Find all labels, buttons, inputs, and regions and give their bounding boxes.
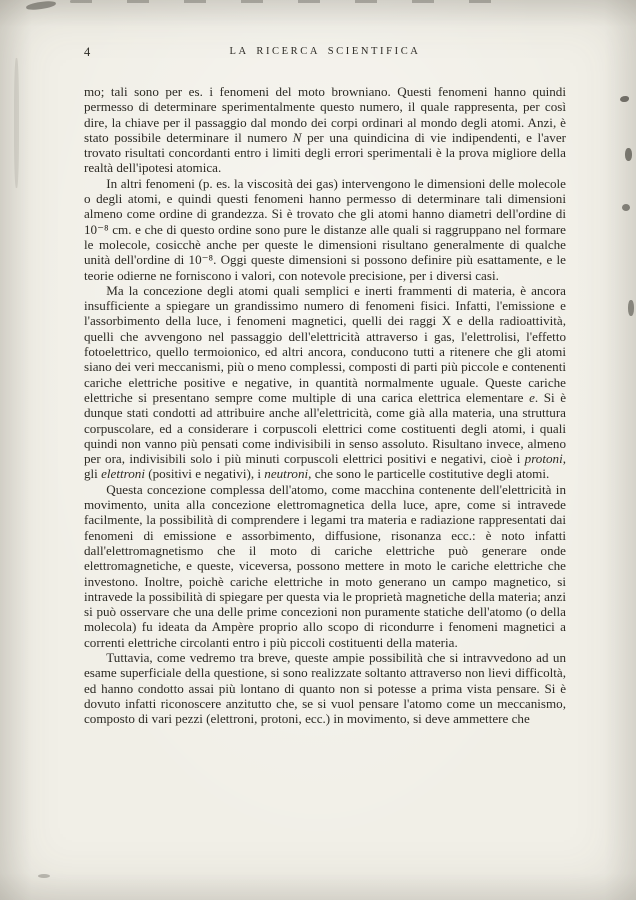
scan-artifact [26,0,57,11]
italic-text-run: e [529,389,535,405]
text-run: Ma la concezione degli atomi quali semplici e inerti frammenti di materia, è ancora insufficiente a spiegare un grandissimo numero di fenomeni fisici. Infatti, l'emissione e l'assorbimento della luce, i fenomeni magnetici, quelli dei raggi X e della radioattività, quelli che avvengono nel passaggio dell'elettricità attraverso i gas, l'elettrolisi, l'effetto fotoelettrico, quello termoionico, ed altri ancora, conducono tutti a ritenere che gli atomi siano dei veri meccanismi, più o meno complessi, composti di parti più piccole e contenenti cariche elettriche positive e negative, in quantità normalmente uguale. Queste cariche elettriche si presentano sempre come multiple di una carica elettrica elementare [84,282,566,405]
page-text [84,84,566,726]
scan-artifact [14,58,19,188]
scan-artifact [625,148,632,161]
paragraph [84,84,566,176]
italic-text-run: elettroni [101,466,145,482]
text-run: , che sono le particelle costitutive degli atomi. [308,466,550,482]
scan-artifact [38,874,50,878]
scan-artifact [620,96,629,102]
italic-text-run: neutroni [264,466,309,482]
scan-artifact [70,0,500,3]
text-run: (positivi e negativi), i [145,466,265,482]
paragraph [84,650,566,726]
scan-artifact [622,204,630,211]
page-number: 4 [84,45,91,59]
text-run: mo; tali sono per es. i fenomeni del moto browniano. Questi fenomeni hanno quindi permesso di determinare sperimentalmente questo numero, il quale rappresenta, per così dire, la chiave per il passaggio dal mondo dei corpi ordinari al mondo degli atomi. Anzi, è stato possibile determinare il numero [84,84,566,145]
paragraph [84,176,566,283]
text-run: Tuttavia, come vedremo tra breve, queste ampie possibilità che si intravvedono ad un esame superficiale della questione, si sono realizzate soltanto attraverso non lievi difficoltà, ed hanno condotto assai più lontano di quanto non si potesse a prima vista pensare. Si è dovuto infatti riconoscere anzitutto che, se si vuol pensare l'atomo come un meccanismo, composto di vari pezzi (elettroni, protoni, ecc.) in movimento, si deve ammettere che [84,649,566,727]
text-run: In altri fenomeni (p. es. la viscosità dei gas) intervengono le dimensioni delle molecole o degli atomi, e quindi questi fenomeni hanno permesso di determinare tali dimensioni almeno come ordine di grandezza. Si è trovato che gli atomi hanno diametri dell'ordine di 10⁻⁸ cm. e che di questo ordine sono pure le distanze alle quali si raggruppano nel formare le molecole, cosicchè anche per queste le dimensioni risultano generalmente di qualche unità dell'ordine di 10⁻⁸. Oggi queste dimensioni si possono definire più esattamente, e le teorie odierne ne forniscono i valori, con notevole precisione, per i diversi casi. [84,175,566,283]
text-run: Questa concezione complessa dell'atomo, come macchina contenente dell'elettricità in movimento, unita alla concezione elettromagnetica della luce, apre, come si intravede facilmente, la possibilità di comprendere i legami tra materia e radiazione rappresentati dai fenomeni di emissione e assorbimento, diffusione, risonanza ecc.: è noto infatti dall'elettromagnetismo che il moto di cariche elettriche può generare onde elettromagnetiche, e queste, viceversa, possono mettere in moto le cariche elettriche che investono. Inoltre, poichè cariche elettriche in moto generano un campo magnetico, si intravede la possibilità di spiegare per questa via le proprietà magnetiche della materia; anzi si può osservare che una delle prime concezioni non puramente statiche dell'atomo (o della molecola) fu ideata da Ampère proprio allo scopo di ricondurre i fenomeni magnetici a correnti elettriche circolanti entro i più piccoli costituenti della materia. [84,481,566,650]
italic-text-run: protoni [524,451,563,467]
text-run: per una quindicina di vie indipendenti, e l'aver trovato risultati concordanti entro i limiti degli errori sperimentali è la prova migliore della realtà dell'ipotesi atomica. [84,129,566,176]
text-run: , gli [84,451,566,482]
page-header [84,46,566,57]
journal-title: LA RICERCA SCIENTIFICA [229,46,421,57]
italic-text-run: N [292,129,302,145]
paragraph [84,283,566,482]
text-run: . Si è dunque stati condotti ad attribuire anche all'elettricità, come già alla materia, una struttura corpuscolare, ed a considerare i corpuscoli elettrici come costituenti degli atomi, i quali quindi non vanno più pensati come indivisibili in senso assoluto. Risultano invece, almeno per ora, indivisibili solo i più minuti corpuscoli elettrici positivi e negativi, cioè i [84,389,567,467]
paragraph [84,482,566,650]
scan-artifact [628,300,634,316]
